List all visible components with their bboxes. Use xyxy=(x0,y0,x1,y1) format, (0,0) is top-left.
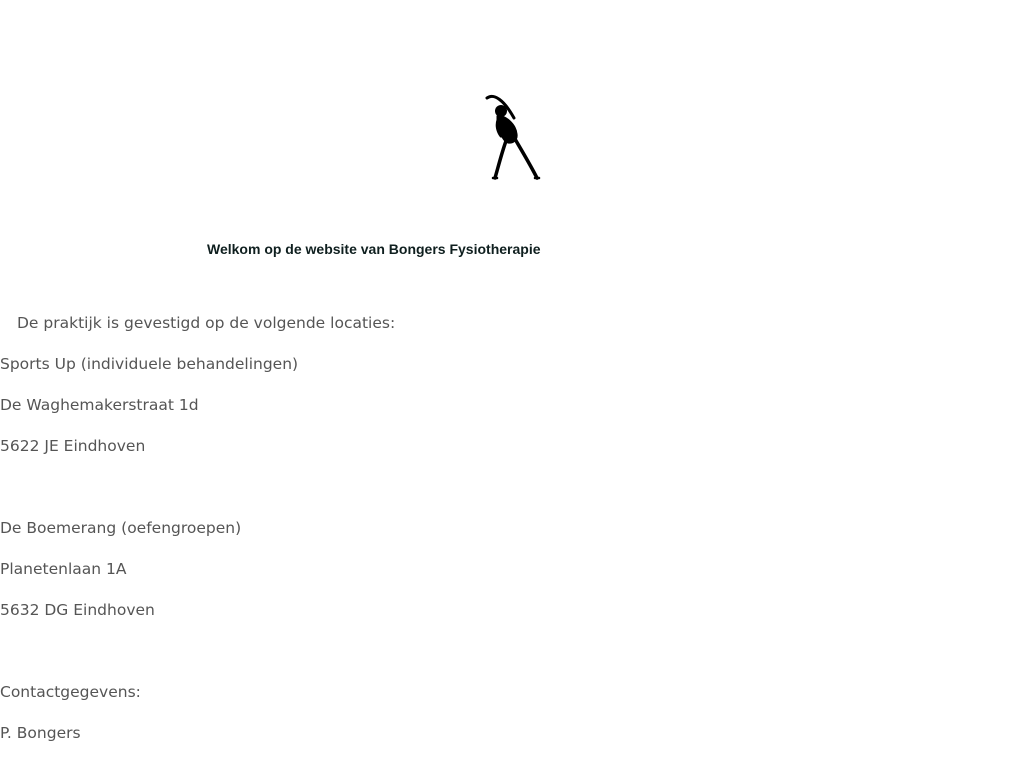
welcome-heading: Welkom op de website van Bongers Fysiotherapie xyxy=(207,241,541,257)
location1-name: Sports Up (individuele behandelingen) xyxy=(0,355,299,373)
location1-city: 5622 JE Eindhoven xyxy=(0,437,146,455)
location1-street: De Waghemakerstraat 1d xyxy=(0,396,199,414)
stretching-person-icon xyxy=(484,94,542,182)
location2-street: Planetenlaan 1A xyxy=(0,560,127,578)
location2-name: De Boemerang (oefengroepen) xyxy=(0,519,242,537)
page-content xyxy=(0,310,1024,761)
contact-name: P. Bongers xyxy=(0,724,81,742)
intro-text: De praktijk is gevestigd op de volgende locaties: xyxy=(17,314,396,332)
spacer xyxy=(0,638,1024,679)
spacer xyxy=(0,474,1024,515)
location2-city: 5632 DG Eindhoven xyxy=(0,601,155,619)
contact-heading: Contactgegevens: xyxy=(0,683,141,701)
